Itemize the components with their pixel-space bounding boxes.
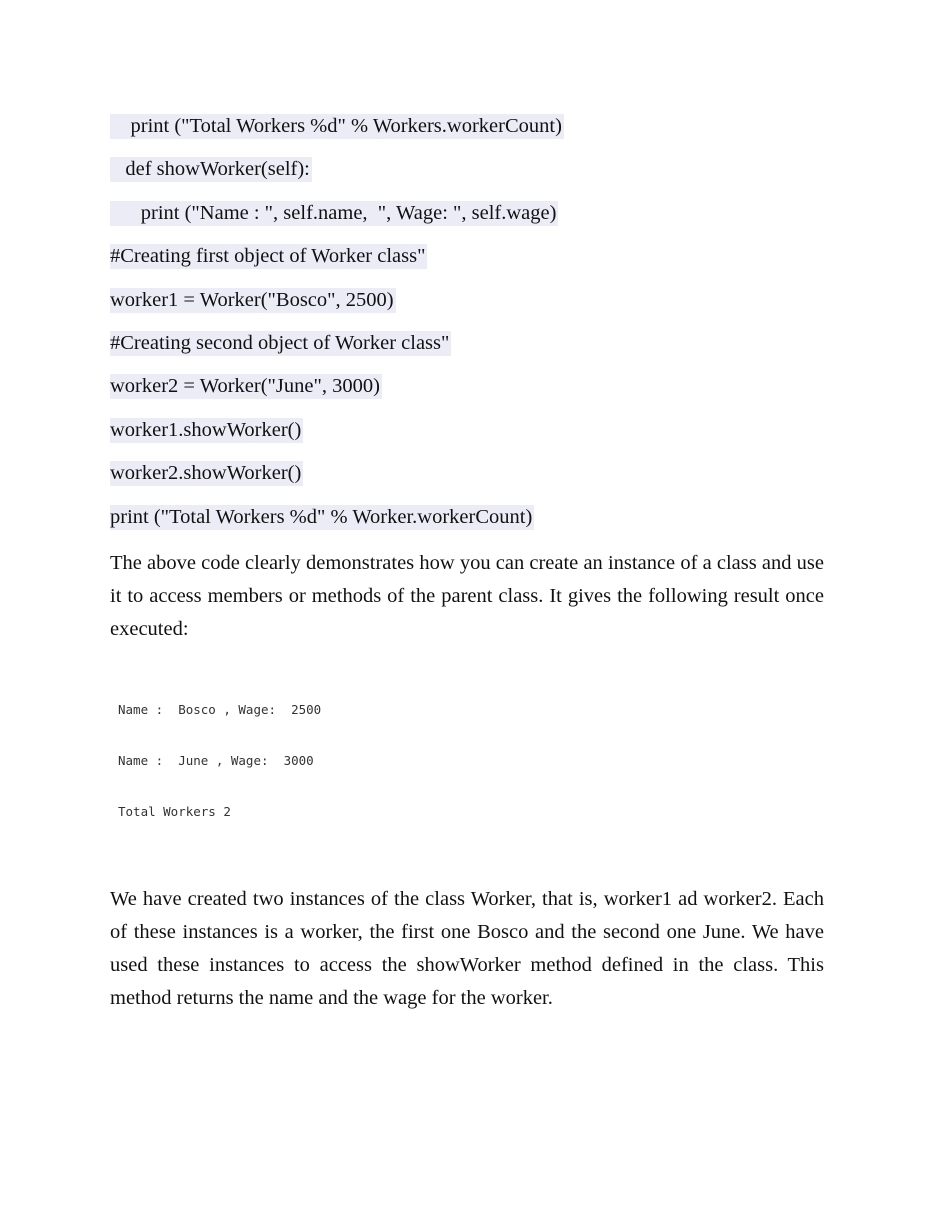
code-line: print ("Total Workers %d" % Workers.workerCount) xyxy=(110,115,562,137)
code-comment: #Creating second object of Worker class" xyxy=(110,331,450,354)
code-comment: #Creating first object of Worker class" xyxy=(110,245,426,268)
code-line: worker1 = Worker("Bosco", 2500) xyxy=(110,288,394,311)
code-line: worker2 = Worker("June", 3000) xyxy=(110,375,380,398)
body-paragraph: We have created two instances of the class Worker, that is, worker1 ad worker2. Each of these instances is a worker, the first one Bosco and the second one June. We have used these instances to access the showWorker method defined in the class. This method returns the name and the wage for the worker. xyxy=(110,887,824,1010)
console-output xyxy=(118,667,824,854)
document-page xyxy=(110,113,824,1015)
body-paragraph: The above code clearly demonstrates how you can create an instance of a class and use it to access members or methods of the parent class. It gives the following result once executed: xyxy=(110,551,824,641)
output-line: Name : June , Wage: 3000 xyxy=(118,752,314,768)
code-line: def showWorker(self): xyxy=(110,158,310,181)
code-line: print ("Name : ", self.name, ", Wage: ", self.wage) xyxy=(110,201,557,224)
output-line: Total Workers 2 xyxy=(118,803,231,819)
output-line: Name : Bosco , Wage: 2500 xyxy=(118,701,322,717)
code-line: print ("Total Workers %d" % Worker.workerCount) xyxy=(110,505,533,528)
code-block xyxy=(110,113,824,547)
code-line: worker2.showWorker() xyxy=(110,462,302,485)
code-line: worker1.showWorker() xyxy=(110,418,302,441)
